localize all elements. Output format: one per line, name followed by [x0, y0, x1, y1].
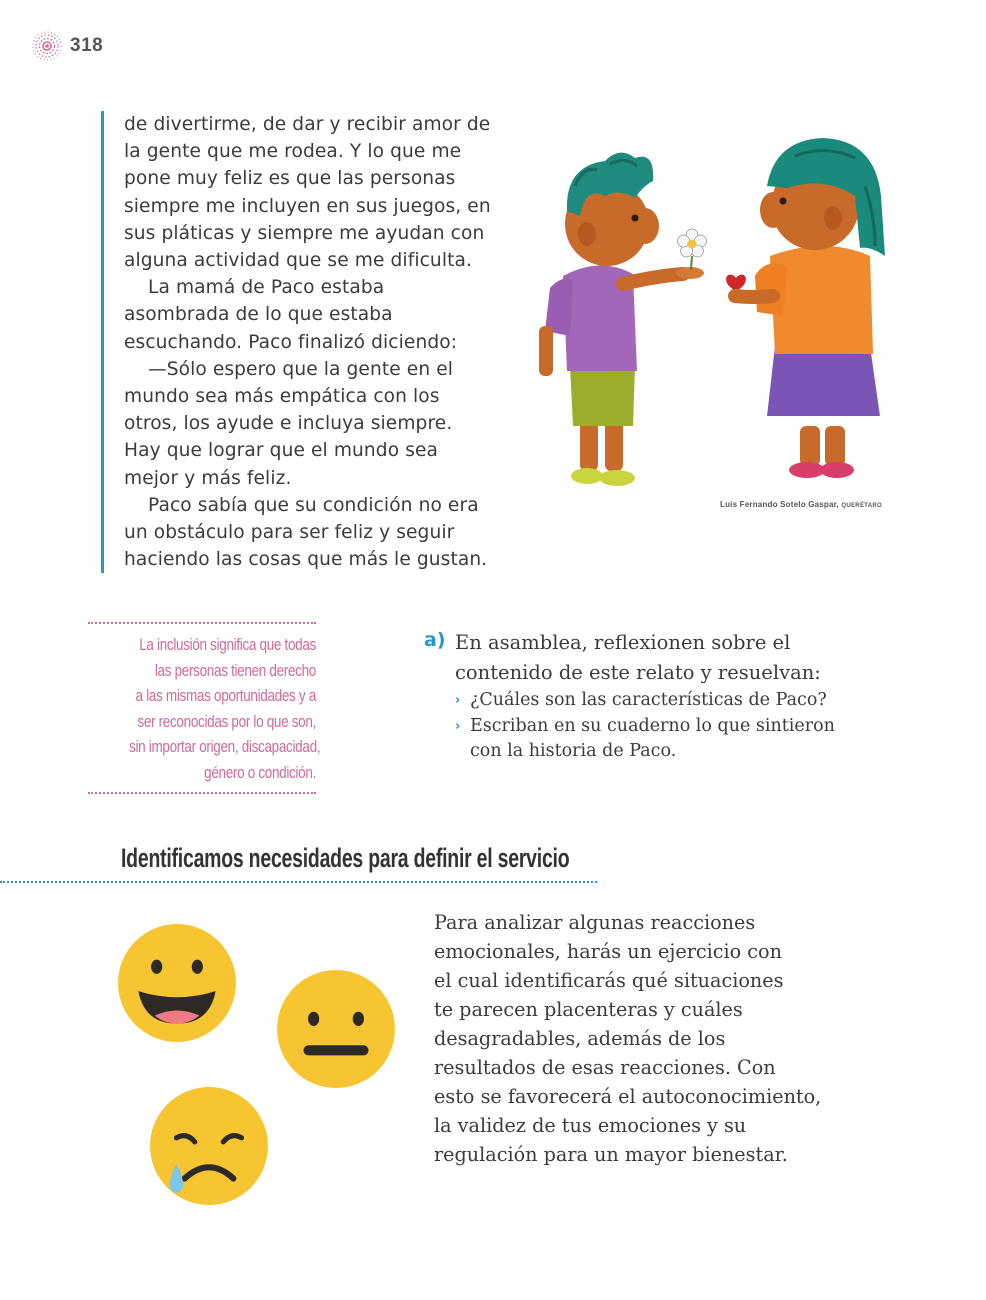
story-line: La mamá de Paco estaba: [148, 277, 385, 299]
activity-letter: a): [424, 629, 446, 651]
story-line: mejor y más feliz.: [124, 467, 292, 489]
story-line: —Sólo espero que la gente en el: [148, 358, 454, 380]
children-illustration: [525, 126, 905, 506]
girl-figure: [735, 138, 885, 478]
note-line: a las mismas oportunidades y a: [135, 687, 316, 706]
story-text: [101, 111, 544, 573]
story-line: haciendo las cosas que más le gustan.: [124, 549, 488, 571]
story-line: sus pláticas y siempre me ayudan con: [124, 222, 485, 244]
flower: [678, 229, 707, 270]
intro-line: regulación para un mayor bienestar.: [434, 1143, 788, 1166]
intro-paragraph: [434, 908, 854, 1169]
section-divider: [0, 881, 597, 883]
story-line: otros, los ayude e incluya siempre.: [124, 413, 453, 435]
story-line: alguna actividad que se me dificulta.: [124, 250, 472, 272]
story-line: la gente que me rodea. Y lo que me: [124, 141, 462, 163]
note-line: las personas tienen derecho: [154, 661, 316, 680]
boy-figure: [539, 153, 704, 486]
story-line: siempre me incluyen en sus juegos, en: [124, 195, 491, 217]
intro-line: el cual identificarás qué situaciones: [434, 969, 784, 992]
activity-list: [455, 688, 835, 765]
activity-instruction: [455, 628, 821, 687]
intro-line: emocionales, harás un ejercicio con: [434, 940, 782, 963]
story-line: escuchando. Paco finalizó diciendo:: [124, 331, 458, 353]
inclusion-note: [88, 622, 321, 794]
note-line: género o condición.: [204, 763, 316, 782]
story-line: Hay que lograr que el mundo sea: [124, 440, 439, 462]
note-line: ser reconocidas por lo que son,: [137, 712, 316, 731]
page-number: 318: [70, 35, 104, 56]
illustration-credit: [720, 500, 882, 509]
list-item-text: Escriban en su cuaderno lo que sintieron: [470, 715, 835, 736]
credit-name: Luis Fernando Sotelo Gaspar,: [720, 500, 839, 509]
intro-line: desagradables, además de los: [434, 1027, 726, 1050]
sad-crying-face-icon: [148, 1085, 270, 1207]
happy-face-icon: [116, 922, 238, 1044]
intro-line: la validez de tus emociones y su: [434, 1114, 747, 1137]
story-line: asombrada de lo que estaba: [124, 304, 393, 326]
list-item: [455, 714, 835, 765]
note-line: La inclusión significa que todas: [139, 636, 316, 654]
story-line: un obstáculo para ser feliz y seguir: [124, 522, 455, 544]
neutral-face-icon: [275, 968, 397, 1090]
intro-line: resultados de esas reacciones. Con: [434, 1056, 776, 1079]
bullet-icon: ›: [455, 693, 461, 708]
list-item-text: con la historia de Paco.: [470, 741, 677, 761]
intro-line: Para analizar algunas reacciones: [434, 911, 756, 934]
story-line: pone muy feliz es que las personas: [124, 168, 456, 190]
note-line: sin importar origen, discapacidad,: [129, 738, 321, 757]
story-line: de divertirme, de dar y recibir amor de: [124, 114, 491, 135]
list-item: [455, 688, 835, 714]
sun-icon: [32, 31, 62, 61]
list-item-text: ¿Cuáles son las características de Paco?: [470, 690, 827, 710]
credit-place: QUERÉTARO: [841, 503, 882, 509]
page-header: [32, 30, 103, 62]
activity-line: contenido de este relato y resuelvan:: [455, 660, 821, 684]
bullet-icon: ›: [455, 718, 461, 734]
intro-line: te parecen placenteras y cuáles: [434, 998, 743, 1021]
activity-line: En asamblea, reflexionen sobre el: [455, 631, 791, 654]
intro-line: esto se favorecerá el autoconocimiento,: [434, 1085, 822, 1108]
story-line: mundo sea más empática con los: [124, 386, 440, 408]
story-line: Paco sabía que su condición no era: [148, 494, 479, 516]
section-title: Identificamos necesidades para definir el servicio: [121, 843, 570, 873]
